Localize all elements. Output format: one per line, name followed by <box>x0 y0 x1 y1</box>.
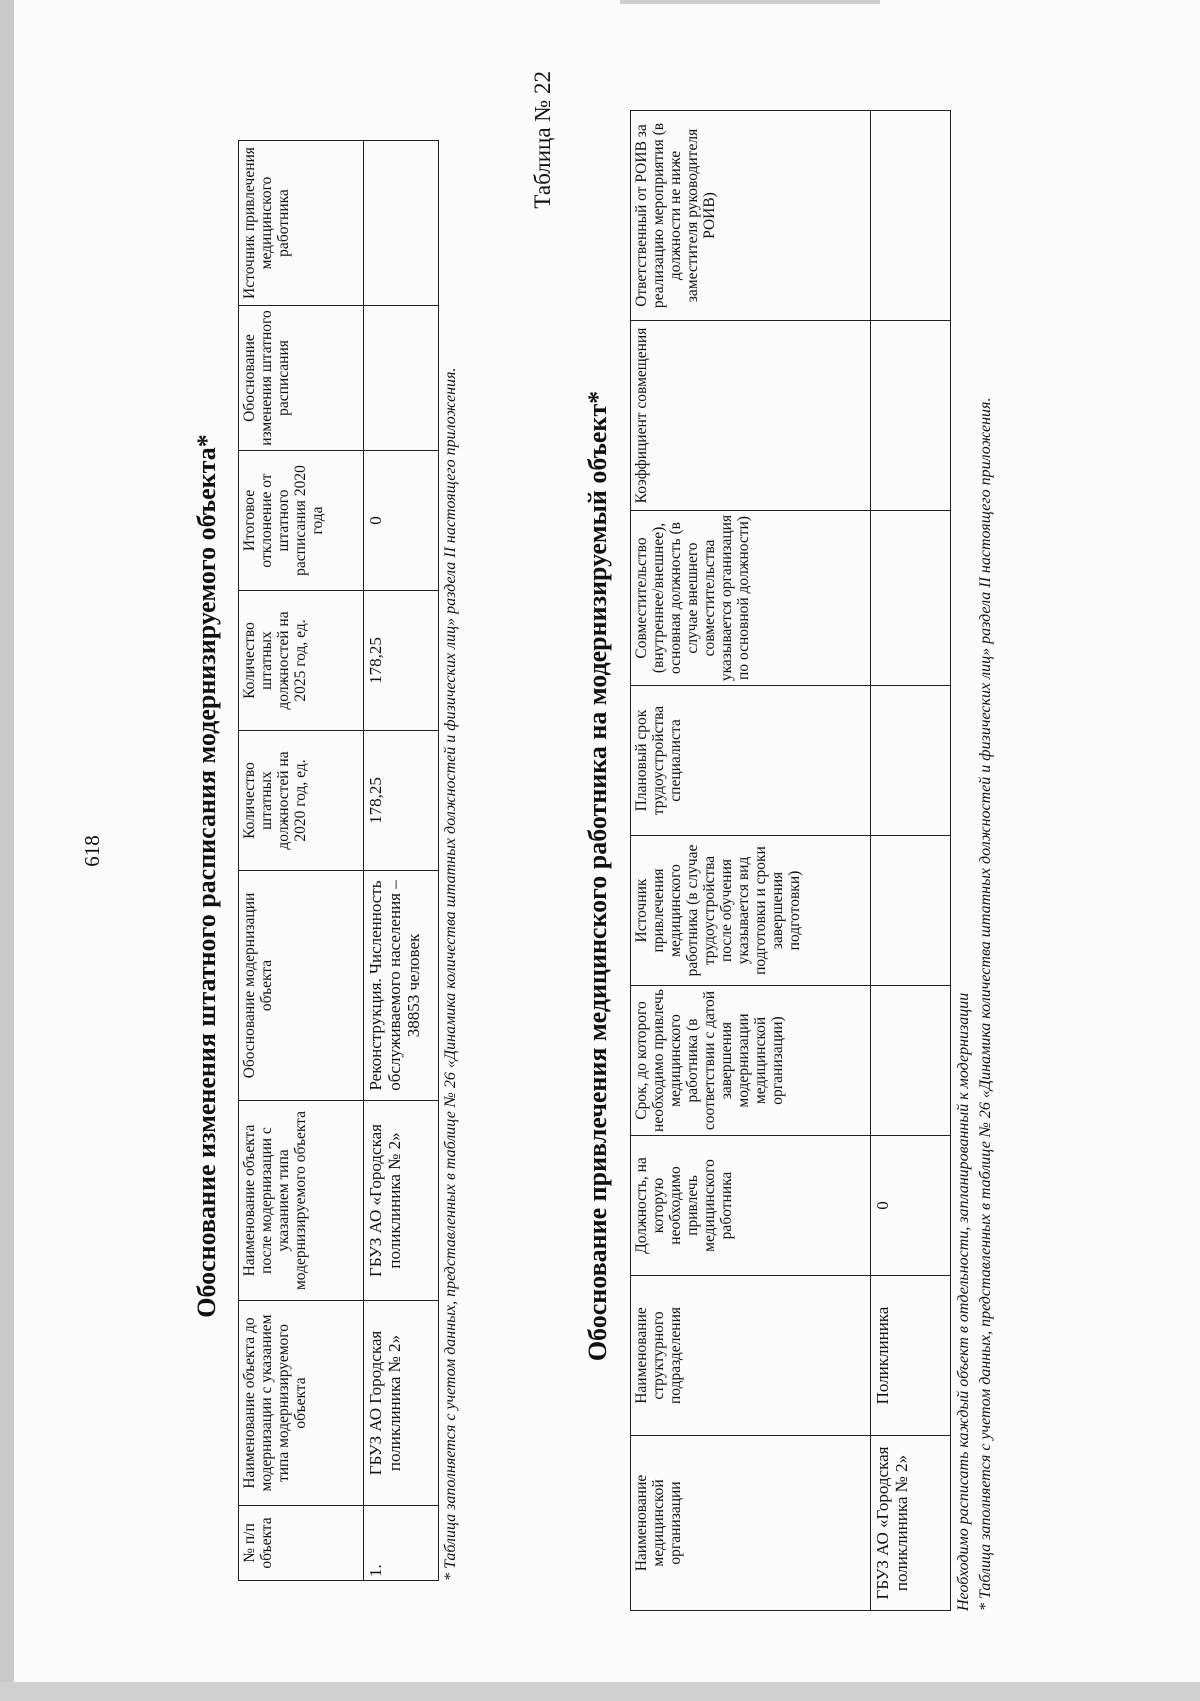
table-cell: ГБУЗ АО Городская поликлиника № 2» <box>364 1301 439 1506</box>
table-header-cell: Плановый срок трудоустройства специалиста <box>631 686 871 836</box>
table-cell <box>364 306 439 451</box>
table-cell: 0 <box>364 451 439 591</box>
table-cell <box>871 986 951 1136</box>
table-header-cell: Ответственный от РОИВ за реализацию мероприятия (в должности не ниже заместителя руководителя РОИВ) <box>631 111 871 321</box>
table-header-cell: Наименование объекта до модернизации с указанием типа модернизируемого объекта <box>239 1301 364 1506</box>
table-cell <box>364 141 439 306</box>
staff-recruitment-table <box>630 110 951 1611</box>
table-cell <box>871 511 951 686</box>
table-header-cell: Итоговое отклонение от штатного расписания 2020 года <box>239 451 364 591</box>
table-header-cell: Должность, на которую необходимо привлечь медицинского работника <box>631 1136 871 1276</box>
table-cell: ГБУЗ АО «Городская поликлиника № 2» <box>871 1436 951 1611</box>
table-header-cell: № п/п объекта <box>239 1506 364 1581</box>
table-header-cell: Источник привлечения медицинского работника (в случае трудоустройства после обучения указывается вид подготовки и сроки завершения подготовки) <box>631 836 871 986</box>
table-header-cell: Источник привлечения медицинского работника <box>239 141 364 306</box>
table-cell <box>871 836 951 986</box>
table-header-cell: Наименование медицинской организации <box>631 1436 871 1611</box>
table-cell: 178,25 <box>364 591 439 731</box>
table-header-cell: Количество штатных должностей на 2025 год, ед. <box>239 591 364 731</box>
table-cell <box>871 321 951 511</box>
table-header-row <box>239 141 364 1581</box>
table-cell: Реконструкция. Численность обслуживаемого населения – 38853 человек <box>364 871 439 1101</box>
table-header-cell: Срок, до которого необходимо привлечь медицинского работника (в соответствии с датой завершения модернизации медицинской организации) <box>631 986 871 1136</box>
table-header-cell: Обоснование изменения штатного расписания <box>239 306 364 451</box>
table-cell <box>871 111 951 321</box>
table-cell: 0 <box>871 1136 951 1276</box>
table-header-cell: Количество штатных должностей на 2020 год, ед. <box>239 731 364 871</box>
table-cell: Поликлиника <box>871 1276 951 1436</box>
table-cell: ГБУЗ АО «Городская поликлиника № 2» <box>364 1101 439 1301</box>
table-row <box>364 141 439 1581</box>
table-header-cell: Обоснование модернизации объекта <box>239 871 364 1101</box>
table-header-cell: Наименование структурного подразделения <box>631 1276 871 1436</box>
table1-footnote: * Таблица заполняется с учетом данных, представленных в таблице № 26 «Динамика количества штатных должностей и физических лиц» раздела II настоящего приложения. <box>442 367 459 1581</box>
table2-note: Необходимо расписать каждый объект в отдельности, запланированный к модернизации <box>955 992 972 1611</box>
staffing-change-table <box>238 140 439 1581</box>
table-header-cell: Совместительство (внутреннее/внешнее), основная должность (в случае внешнего совместительства указывается организация по основной должности) <box>631 511 871 686</box>
table1-title: Обоснование изменения штатного расписания модернизируемого объекта* <box>192 434 221 1318</box>
table2-number-label: Таблица № 22 <box>530 71 555 209</box>
table-header-cell: Коэффициент совмещения <box>631 321 871 511</box>
table-cell: 1. <box>364 1506 439 1581</box>
table2-title: Обоснование привлечения медицинского работника на модернизируемый объект* <box>583 390 612 1362</box>
table-row <box>871 111 951 1611</box>
table-cell: 178,25 <box>364 731 439 871</box>
table2-footnote: * Таблица заполняется с учетом данных, представленных в таблице № 26 «Динамика количества штатных должностей и физических лиц» раздела II настоящего приложения. <box>977 397 994 1611</box>
table-header-cell: Наименование объекта после модернизации с указанием типа модернизируемого объекта <box>239 1101 364 1301</box>
page-number: 618 <box>80 835 104 867</box>
table-header-row <box>631 111 871 1611</box>
table-cell <box>871 686 951 836</box>
